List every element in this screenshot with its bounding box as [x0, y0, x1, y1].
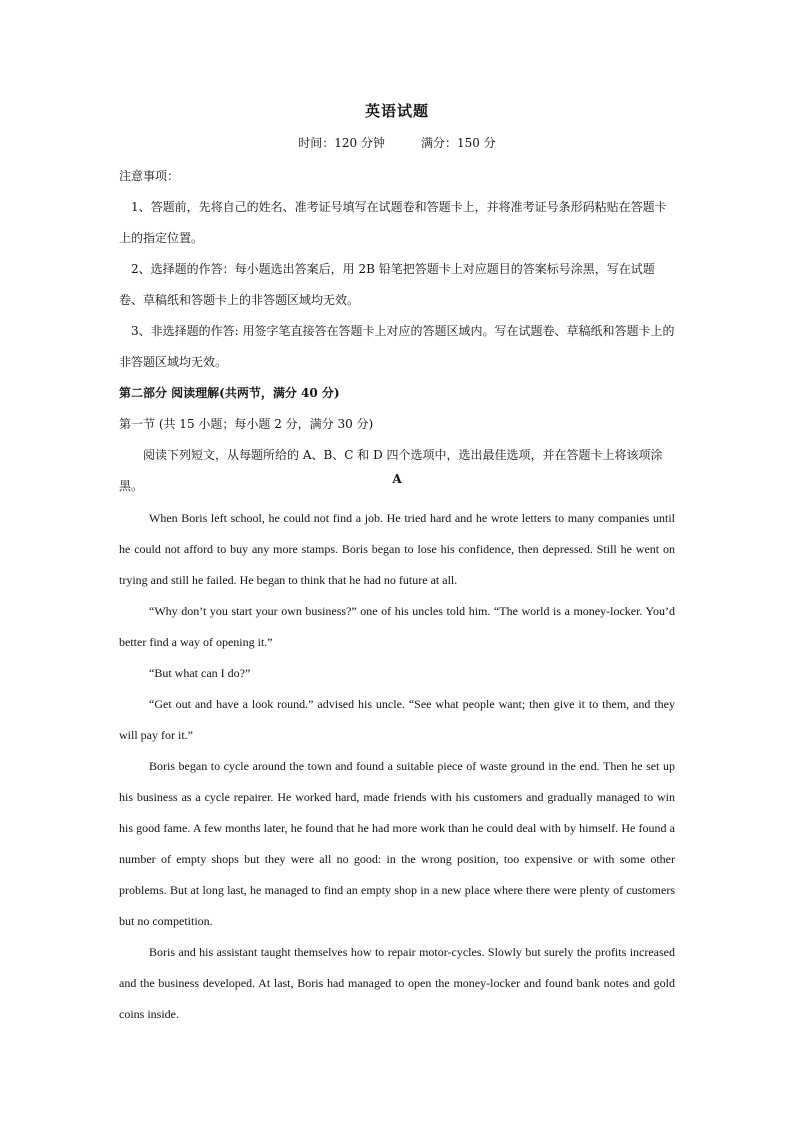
notice-heading: 注意事项： [119, 169, 180, 183]
passage-paragraph: “Get out and have a look round.” advised his uncle. “See what people want; then give it to them, and they will pay for it.” [119, 697, 675, 742]
section-heading: 第一节 (共 15 小题；每小题 2 分，满分 30 分) [119, 417, 374, 431]
passage-paragraph: Boris began to cycle around the town and found a suitable piece of waste ground in the end. Then he set up his business as a cycle repairer. He worked hard, made friends with his customers and gradually managed to win his good fame. A few months later, he found that he had more work than he could deal with by himself. He found a number of empty shops but they were all no good: in the wrong position, too expensive or with some other problems. But at long last, he managed to find an empty shop in a new place where there were plenty of customers but no competition. [119, 759, 675, 928]
passage-paragraph: “Why don’t you start your own business?” one of his uncles told him. “The world is a money-locker. You’d better find a way of opening it.” [119, 604, 675, 649]
reading-instruction: 阅读下列短文，从每题所给的 A、B、C 和 D 四个选项中，选出最佳选项，并在答题卡上将该项涂黑。 [119, 448, 663, 493]
time-label: 时间：120 分钟 [298, 136, 385, 150]
passage-paragraph: Boris and his assistant taught themselves how to repair motor-cycles. Slowly but surely the profits increased and the business developed. At last, Boris had managed to open the money-locker and found bank notes and gold coins inside. [119, 945, 675, 1021]
passage-paragraph: “But what can I do?” [149, 666, 251, 680]
passage-letter: A [392, 472, 402, 486]
notice-list [119, 192, 675, 378]
notice-item-2: 2、选择题的作答：每小题选出答案后，用 2B 铅笔把答题卡上对应题目的答案标号涂黑，写在试题卷、草稿纸和答题卡上的非答题区域均无效。 [119, 262, 655, 307]
score-label: 满分：150 分 [421, 136, 496, 150]
notice-item-3: 3、非选择题的作答: 用签字笔直接答在答题卡上对应的答题区域内。写在试题卷、草稿纸和答题卡上的非答题区域均无效。 [119, 324, 675, 369]
part-heading: 第二部分 阅读理解(共两节，满分 40 分) [119, 386, 340, 400]
notice-item-1: 1、答题前，先将自己的姓名、准考证号填写在试题卷和答题卡上，并将准考证号条形码粘贴在答题卡上的指定位置。 [119, 200, 667, 245]
page-title: 英语试题 [364, 102, 429, 120]
passage-paragraph: When Boris left school, he could not find a job. He tried hard and he wrote letters to many companies until he could not afford to buy any more stamps. Boris began to lose his confidence, then depressed. Still he went on trying and still he failed. He began to think that he had no future at all. [119, 511, 675, 587]
exam-meta [0, 134, 794, 151]
passage-body [119, 503, 675, 1030]
